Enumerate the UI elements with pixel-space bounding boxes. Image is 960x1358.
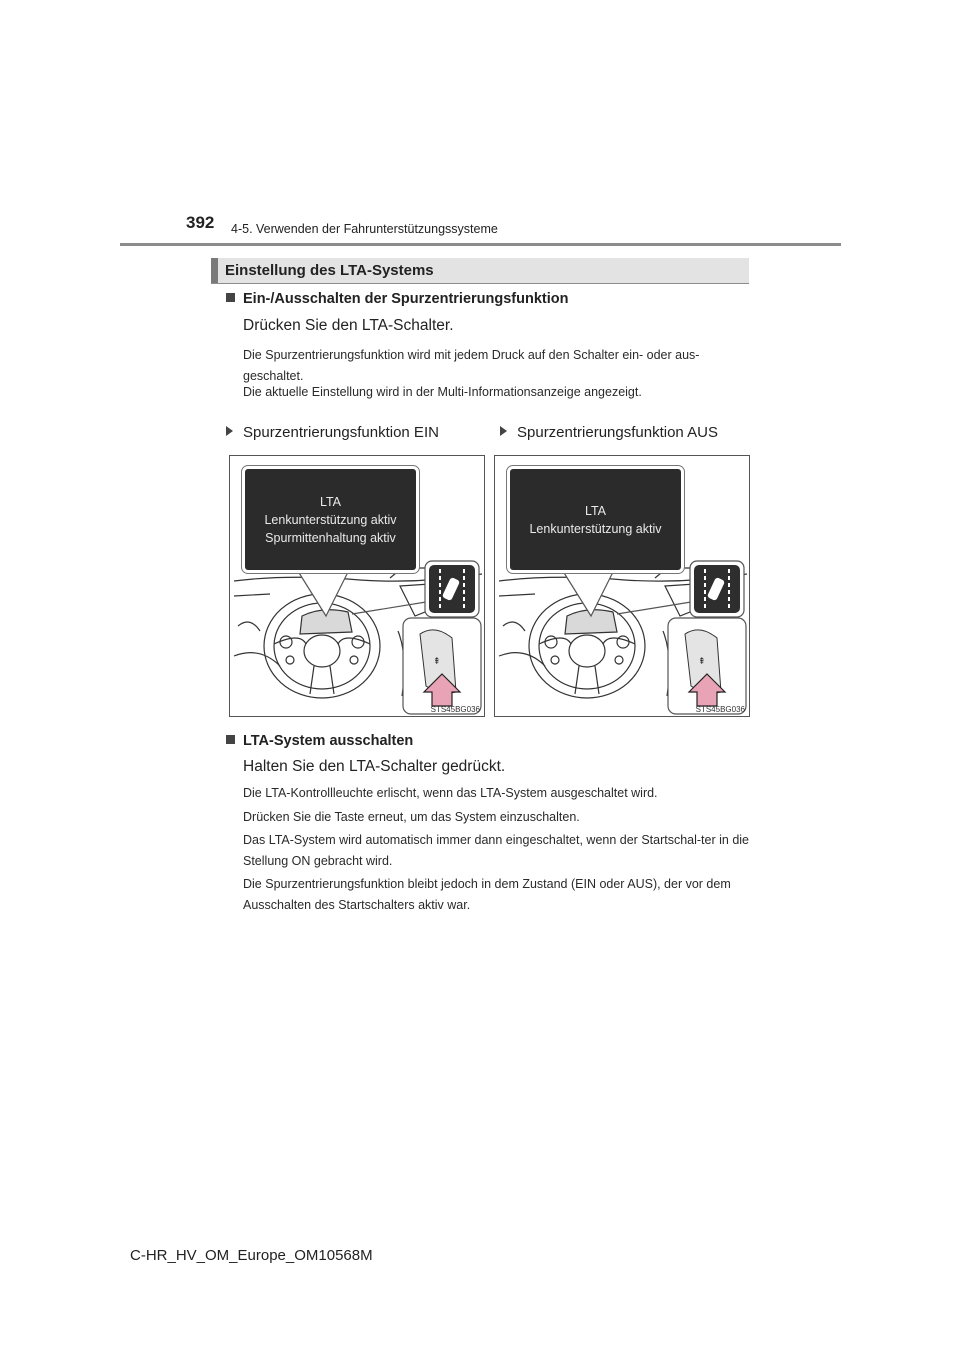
subheading-lta-off bbox=[226, 733, 413, 749]
caption-left bbox=[226, 424, 439, 441]
page-number: 392 bbox=[186, 213, 215, 232]
paragraph-3: Die LTA-Kontrollleuchte erlischt, wenn das LTA-System ausgeschaltet wird. bbox=[243, 786, 658, 800]
instruction-text: Drücken Sie den LTA-Schalter. bbox=[243, 317, 454, 334]
paragraph-5: Das LTA-System wird automatisch immer dann eingeschaltet, wenn der Startschal-ter in die Stellung ON gebracht wird. bbox=[243, 833, 749, 868]
multi-info-display bbox=[507, 466, 684, 573]
paragraph-2: Die aktuelle Einstellung wird in der Multi-Informationsanzeige angezeigt. bbox=[243, 385, 642, 399]
triangle-bullet-icon bbox=[500, 426, 507, 436]
paragraph-6: Die Spurzentrierungsfunktion bleibt jedoch in dem Zustand (EIN oder AUS), der vor dem Ausschalten des Startschalters aktiv war. bbox=[243, 877, 731, 912]
svg-text:⇞: ⇞ bbox=[698, 657, 706, 667]
figure-code: STS45BG036 bbox=[430, 705, 480, 714]
svg-text:⇞: ⇞ bbox=[433, 657, 441, 667]
header-rule bbox=[120, 243, 841, 246]
display-line-2: Lenkunterstützung aktiv bbox=[264, 512, 397, 527]
display-line-2: Lenkunterstützung aktiv bbox=[529, 521, 662, 536]
display-line-1: LTA bbox=[584, 503, 607, 518]
display-line-3: Spurmittenhaltung aktiv bbox=[265, 530, 396, 545]
subheading-center-function bbox=[226, 291, 568, 307]
triangle-bullet-icon bbox=[226, 426, 233, 436]
subheading-text: Ein-/Ausschalten der Spurzentrierungsfunktion bbox=[243, 291, 569, 307]
square-bullet-icon bbox=[226, 735, 235, 744]
paragraph-1: Die Spurzentrierungsfunktion wird mit jedem Druck auf den Schalter ein- oder aus-geschaltet. bbox=[243, 348, 700, 383]
multi-info-display bbox=[242, 466, 419, 573]
chapter-title: 4-5. Verwenden der Fahrunterstützungssysteme bbox=[231, 222, 498, 236]
section-heading-bar bbox=[211, 258, 749, 284]
instruction-text: Halten Sie den LTA-Schalter gedrückt. bbox=[243, 758, 506, 775]
square-bullet-icon bbox=[226, 293, 235, 302]
caption-right bbox=[500, 424, 718, 441]
figure-code: STS45BG036 bbox=[695, 705, 745, 714]
paragraph-4: Drücken Sie die Taste erneut, um das System einzuschalten. bbox=[243, 810, 580, 824]
display-line-1: LTA bbox=[319, 494, 342, 509]
subheading-text: LTA-System ausschalten bbox=[243, 733, 414, 749]
section-title: Einstellung des LTA-Systems bbox=[225, 262, 434, 279]
figure-panel-left bbox=[229, 455, 485, 717]
figure-panel-right bbox=[494, 455, 750, 717]
section-accent bbox=[211, 258, 218, 283]
footer-document-code: C-HR_HV_OM_Europe_OM10568M bbox=[130, 1247, 373, 1264]
caption-right-text: Spurzentrierungsfunktion AUS bbox=[517, 424, 718, 441]
caption-left-text: Spurzentrierungsfunktion EIN bbox=[243, 424, 439, 441]
